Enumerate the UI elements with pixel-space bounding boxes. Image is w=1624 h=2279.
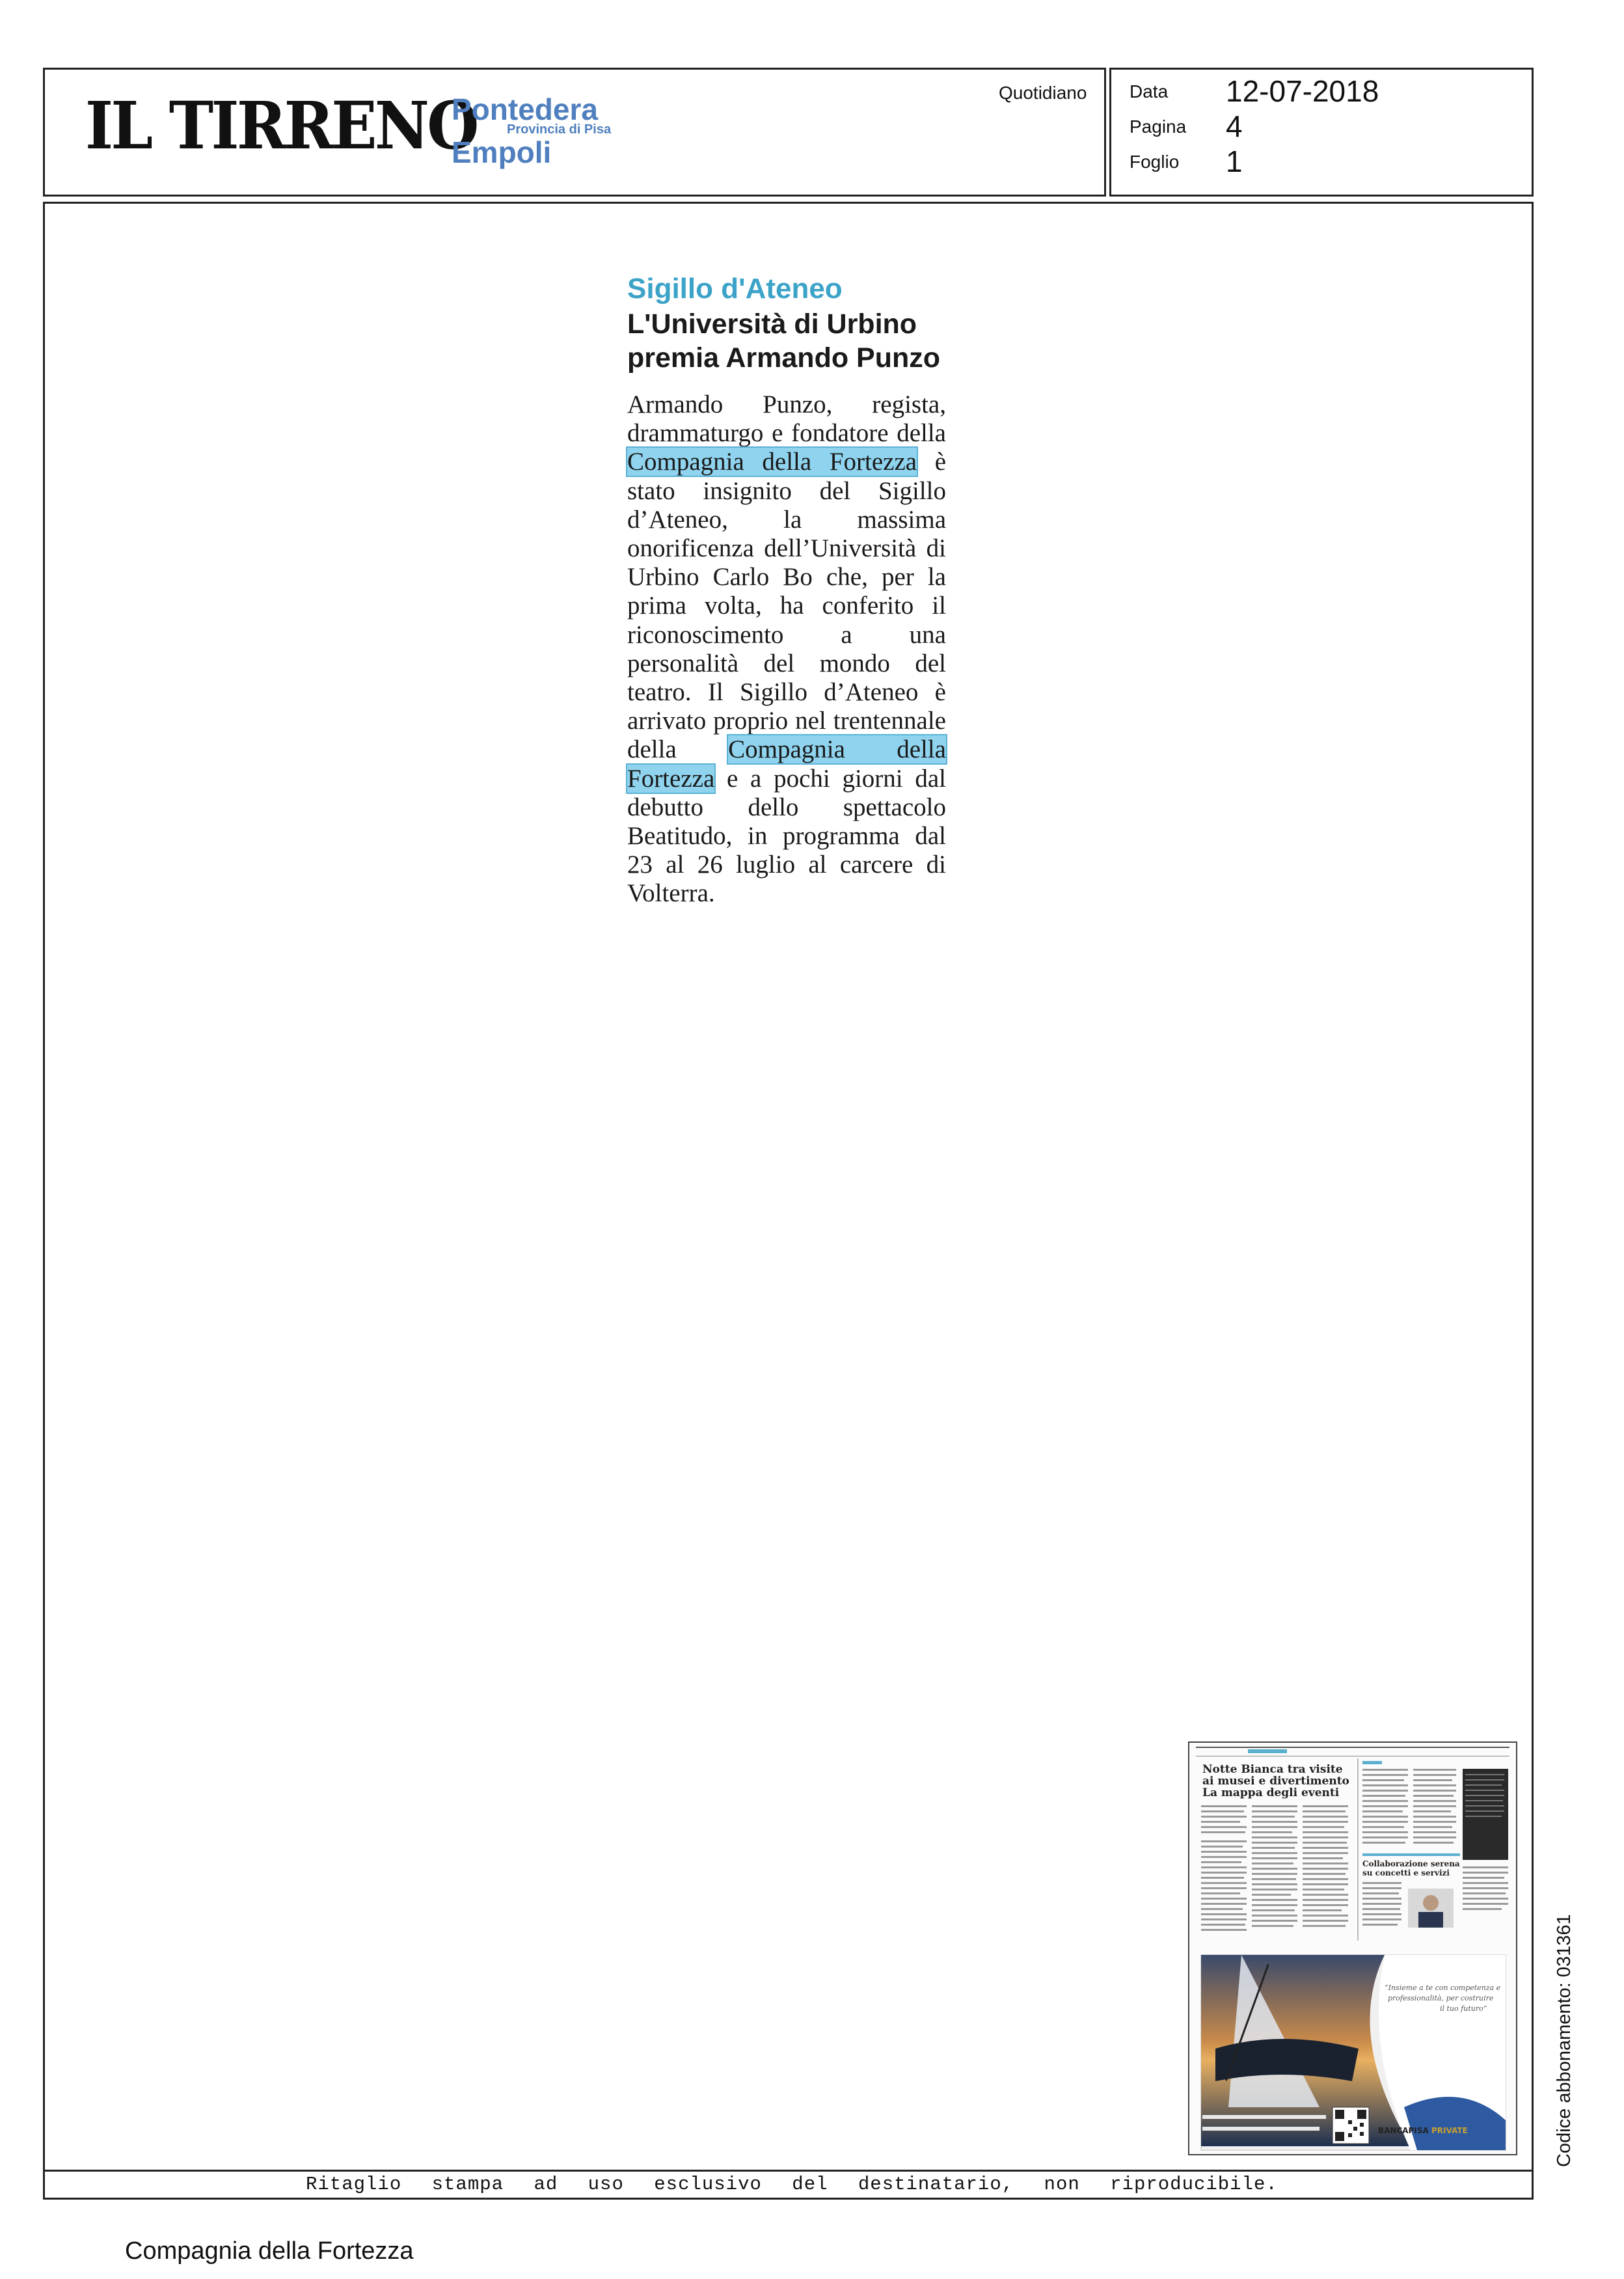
reproduction-disclaimer: Ritaglio stampa ad uso esclusivo del destinatario, non riproducibile. — [306, 2174, 1278, 2195]
page-value: 4 — [1226, 109, 1243, 143]
subscription-code: Codice abbonamento: 031361 — [1554, 1914, 1575, 2167]
body-text-end: e a pochi giorni dal debutto dello spettacolo Beatitudo, in programma dal 23 al 26 luglio al carcere di Volterra. — [627, 764, 946, 908]
svg-text:ai musei e divertimento: ai musei e divertimento — [1202, 1775, 1349, 1788]
svg-text:Collaborazione serena: Collaborazione serena — [1362, 1859, 1460, 1868]
article-kicker: Sigillo d'Ateneo — [627, 273, 843, 305]
svg-text:su concetti e servizi: su concetti e servizi — [1362, 1868, 1450, 1877]
bottom-caption: Compagnia della Fortezza — [125, 2237, 414, 2265]
footer-divider — [43, 2170, 1534, 2172]
svg-text:La mappa degli eventi: La mappa degli eventi — [1202, 1786, 1340, 1799]
article-body — [627, 390, 946, 908]
body-text-middle: è stato insignito del Sigillo d’Ateneo, la massima onorificenza dell’Università di Urbino Carlo Bo che, per la prima volta, ha conferito il riconoscimento a una personalità del mondo del teatro. Il Sigillo d’Ateneo è arrivato proprio nel trentennale della — [627, 448, 946, 764]
publication-type: Quotidiano — [999, 83, 1087, 103]
page-label: Pagina — [1130, 116, 1187, 137]
date-value: 12-07-2018 — [1226, 74, 1379, 108]
edition-name-pontedera: Pontedera — [452, 92, 598, 126]
edition-subtitle: Provincia di Pisa — [507, 122, 612, 137]
svg-text:PRIVATE: PRIVATE — [1431, 2126, 1468, 2135]
sheet-value: 1 — [1226, 144, 1243, 178]
svg-text:professionalità, per costruire: professionalità, per costruire — [1388, 1994, 1494, 2002]
edition-name-empoli: Empoli — [452, 135, 552, 169]
svg-text:BANCAPISA: BANCAPISA — [1378, 2126, 1429, 2135]
masthead-box — [43, 68, 1106, 197]
svg-text:il tuo futuro”: il tuo futuro” — [1440, 2004, 1487, 2013]
page-thumbnail — [1188, 1741, 1517, 2155]
newspaper-logo: IL TIRRENO — [85, 87, 477, 164]
svg-text:Notte Bianca tra visite: Notte Bianca tra visite — [1202, 1763, 1343, 1776]
highlight-compagnia-1: Compagnia della Fortezza — [627, 448, 917, 476]
svg-text:“Insieme a te con competenza e: “Insieme a te con competenza e — [1385, 1984, 1501, 1992]
highlight-compagnia-2: Compagnia della Fortezza — [627, 735, 946, 793]
date-label: Data — [1130, 81, 1169, 102]
article-headline: L'Università di Urbino premia Armando Punzo — [627, 308, 941, 374]
body-text-start: Armando Punzo, regista, drammaturgo e fondatore della — [627, 390, 946, 448]
sheet-label: Foglio — [1130, 152, 1180, 172]
thumbnail-graphic — [1189, 1743, 1516, 2154]
metadata-box — [1109, 68, 1534, 197]
